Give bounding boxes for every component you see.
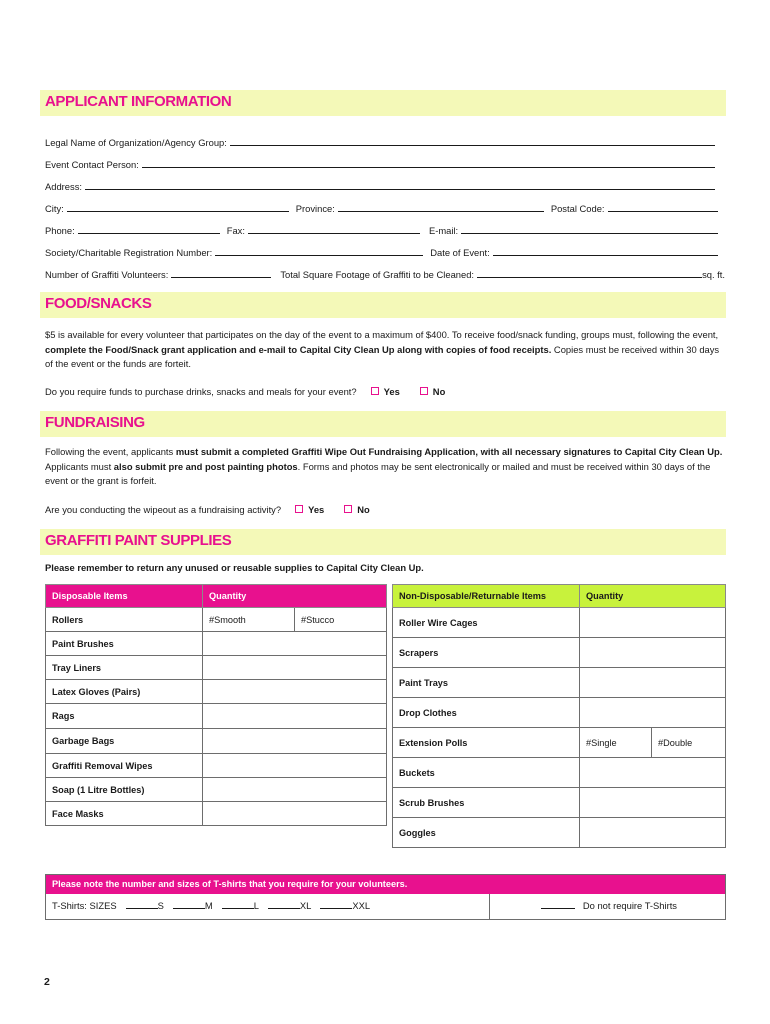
- quantity-cell[interactable]: [203, 802, 387, 826]
- society-row: [45, 244, 718, 258]
- fundraising-paragraph: [45, 445, 725, 489]
- disposable-header: Disposable Items: [46, 585, 203, 608]
- city-label: City:: [45, 203, 64, 214]
- tshirt-note: Please note the number and sizes of T-shirts that you require for your volunteers.: [46, 875, 725, 894]
- table-row: [393, 668, 726, 698]
- postal-field[interactable]: [608, 211, 718, 212]
- table-row: [46, 656, 387, 680]
- fundraising-yes-checkbox[interactable]: [295, 505, 303, 513]
- sqft-label: Total Square Footage of Graffiti to be Cleaned:: [280, 269, 475, 280]
- size-xxl-field[interactable]: [320, 908, 352, 909]
- tshirt-sizes-cell: [46, 894, 490, 920]
- fundraising-text-bold-1: must submit a completed Graffiti Wipe Out Fundraising Application, with all necessary signatures to Capital City Clean Up.: [175, 446, 723, 457]
- table-row: [393, 818, 726, 848]
- date-field[interactable]: [493, 255, 718, 256]
- quantity-cell[interactable]: [580, 818, 726, 848]
- city-field[interactable]: [67, 211, 289, 212]
- volunteers-row: [45, 266, 725, 280]
- table-row: [46, 778, 387, 802]
- sqft-field[interactable]: [477, 277, 702, 278]
- disposable-item: Tray Liners: [46, 656, 203, 680]
- quantity-cell[interactable]: [203, 778, 387, 802]
- quantity-cell[interactable]: [203, 656, 387, 680]
- nondisposable-quantity-header: Quantity: [580, 585, 726, 608]
- tshirt-box: [45, 874, 726, 920]
- disposable-item: Rollers: [46, 608, 203, 632]
- disposable-item: Latex Gloves (Pairs): [46, 680, 203, 704]
- quantity-cell[interactable]: [203, 632, 387, 656]
- table-row: [46, 632, 387, 656]
- food-no-option[interactable]: [420, 386, 446, 397]
- nondisposable-item: Buckets: [393, 758, 580, 788]
- contact-field[interactable]: [142, 167, 715, 168]
- section-band-applicant: [40, 90, 726, 116]
- fundraising-text-bold-2: also submit pre and post painting photos: [113, 460, 298, 472]
- table-row: [393, 728, 726, 758]
- food-no-label: No: [432, 385, 446, 397]
- table-row: [393, 638, 726, 668]
- food-text-bold: complete the Food/Snack grant application and e-mail to Capital City Clean Up along with copies of food receipts.: [45, 343, 552, 355]
- food-text-1: $5 is available for every volunteer that participates on the day of the event to a maximum of $400. To receive food/snack funding, groups must, following the event,: [45, 329, 719, 340]
- table-row: [46, 754, 387, 778]
- fundraising-question: Are you conducting the wipeout as a fundraising activity?: [45, 503, 282, 515]
- table-row: [46, 729, 387, 754]
- fundraising-question-row: [45, 502, 370, 516]
- food-no-checkbox[interactable]: [420, 387, 428, 395]
- date-label: Date of Event:: [430, 247, 490, 258]
- quantity-cell[interactable]: [203, 729, 387, 754]
- contact-row: [45, 156, 718, 170]
- section-heading-food: FOOD/SNACKS: [45, 295, 152, 312]
- legal-name-field[interactable]: [230, 145, 715, 146]
- email-label: E-mail:: [428, 225, 459, 236]
- food-question: Do you require funds to purchase drinks, snacks and meals for your event?: [45, 385, 357, 397]
- section-heading-applicant: APPLICANT INFORMATION: [45, 93, 232, 110]
- fundraising-no-label: No: [357, 503, 370, 515]
- page-number: 2: [44, 976, 50, 988]
- food-paragraph: [45, 328, 725, 372]
- table-row: [46, 680, 387, 704]
- table-row: [393, 788, 726, 818]
- nondisposable-item: Roller Wire Cages: [393, 608, 580, 638]
- stucco-cell[interactable]: #Stucco: [295, 608, 387, 632]
- tshirt-optout-cell: [490, 894, 725, 920]
- address-field[interactable]: [85, 189, 715, 190]
- phone-field[interactable]: [78, 233, 220, 234]
- nondisposable-item: Paint Trays: [393, 668, 580, 698]
- nondisposable-header-row: [393, 585, 726, 608]
- size-s-label: S: [157, 900, 164, 911]
- fundraising-text-2: Applicants must: [45, 460, 114, 472]
- size-s-field[interactable]: [126, 908, 158, 909]
- disposable-item: Face Masks: [46, 802, 203, 826]
- size-m-field[interactable]: [173, 908, 205, 909]
- single-cell[interactable]: #Single: [580, 728, 652, 758]
- section-heading-supplies: GRAFFITI PAINT SUPPLIES: [45, 532, 232, 549]
- society-label: Society/Charitable Registration Number:: [45, 247, 213, 258]
- fundraising-text-1: Following the event, applicants: [45, 446, 176, 457]
- section-band-supplies: [40, 529, 726, 555]
- smooth-cell[interactable]: #Smooth: [203, 608, 295, 632]
- province-field[interactable]: [338, 211, 544, 212]
- table-row: [393, 608, 726, 638]
- nondisposable-item: Scrub Brushes: [393, 788, 580, 818]
- food-yes-option[interactable]: [371, 386, 400, 397]
- size-xl-label: XL: [299, 900, 312, 911]
- fundraising-no-checkbox[interactable]: [344, 505, 352, 513]
- section-band-food: [40, 292, 726, 318]
- table-row: [393, 758, 726, 788]
- fundraising-yes-label: Yes: [308, 503, 325, 515]
- quantity-cell[interactable]: [580, 788, 726, 818]
- nondisposable-item: Extension Polls: [393, 728, 580, 758]
- table-row: [46, 704, 387, 729]
- disposable-table: [45, 584, 387, 826]
- quantity-cell[interactable]: [580, 668, 726, 698]
- section-heading-fundraising: FUNDRAISING: [45, 414, 145, 431]
- table-row: [46, 802, 387, 826]
- disposable-item: Garbage Bags: [46, 729, 203, 754]
- contact-label: Event Contact Person:: [45, 159, 139, 170]
- quantity-cell[interactable]: [203, 680, 387, 704]
- email-field[interactable]: [461, 233, 718, 234]
- size-xxl-label: XXL: [352, 900, 371, 911]
- nondisposable-item: Goggles: [393, 818, 580, 848]
- quantity-cell[interactable]: [580, 608, 726, 638]
- fax-label: Fax:: [226, 225, 245, 236]
- food-yes-checkbox[interactable]: [371, 387, 379, 395]
- legal-name-row: [45, 134, 718, 148]
- sqft-unit: sq. ft.: [702, 269, 725, 280]
- disposable-quantity-header: Quantity: [203, 585, 387, 608]
- fundraising-yes-option[interactable]: [295, 504, 324, 515]
- supplies-reminder: Please remember to return any unused or reusable supplies to Capital City Clean Up.: [45, 562, 424, 573]
- disposable-item: Graffiti Removal Wipes: [46, 754, 203, 778]
- size-xl-field[interactable]: [268, 908, 300, 909]
- city-row: [45, 200, 718, 214]
- disposable-item: Soap (1 Litre Bottles): [46, 778, 203, 802]
- fax-field[interactable]: [248, 233, 420, 234]
- society-field[interactable]: [215, 255, 423, 256]
- size-l-field[interactable]: [222, 908, 254, 909]
- food-text-2: Copies must be received within 30 days of the event or the funds are forteit.: [45, 343, 720, 369]
- address-label: Address:: [45, 181, 82, 192]
- disposable-item: Paint Brushes: [46, 632, 203, 656]
- food-yes-label: Yes: [383, 385, 400, 397]
- nondisposable-item: Drop Clothes: [393, 698, 580, 728]
- nondisposable-header: Non-Disposable/Returnable Items: [393, 585, 580, 608]
- double-cell[interactable]: #Double: [652, 728, 726, 758]
- size-m-label: M: [204, 900, 213, 911]
- tshirt-sizes-label: T-Shirts: SIZES: [52, 900, 117, 911]
- volunteers-field[interactable]: [171, 277, 271, 278]
- volunteers-label: Number of Graffiti Volunteers:: [45, 269, 169, 280]
- address-row: [45, 178, 718, 192]
- tshirt-row: [46, 894, 725, 920]
- disposable-header-row: [46, 585, 387, 608]
- quantity-cell[interactable]: [580, 698, 726, 728]
- food-question-row: [45, 384, 445, 398]
- fundraising-no-option[interactable]: [344, 504, 370, 515]
- section-band-fundraising: [40, 411, 726, 437]
- quantity-cell[interactable]: [580, 638, 726, 668]
- nondisposable-table: [392, 584, 726, 848]
- quantity-cell[interactable]: [580, 758, 726, 788]
- postal-label: Postal Code:: [550, 203, 605, 214]
- no-tshirt-label: Do not require T-Shirts: [582, 900, 677, 911]
- legal-name-label: Legal Name of Organization/Agency Group:: [45, 137, 227, 148]
- table-row: [393, 698, 726, 728]
- phone-label: Phone:: [45, 225, 75, 236]
- table-row: [46, 608, 387, 632]
- quantity-cell[interactable]: [203, 754, 387, 778]
- quantity-cell[interactable]: [203, 704, 387, 729]
- disposable-item: Rags: [46, 704, 203, 729]
- size-l-label: L: [253, 900, 259, 911]
- no-tshirt-field[interactable]: [541, 908, 575, 909]
- fundraising-text-3: . Forms and photos may be sent electronically or mailed and must be received within 30 days of the event or the grant is forfeit.: [45, 460, 711, 486]
- phone-row: [45, 222, 718, 236]
- province-label: Province:: [295, 203, 335, 214]
- nondisposable-item: Scrapers: [393, 638, 580, 668]
